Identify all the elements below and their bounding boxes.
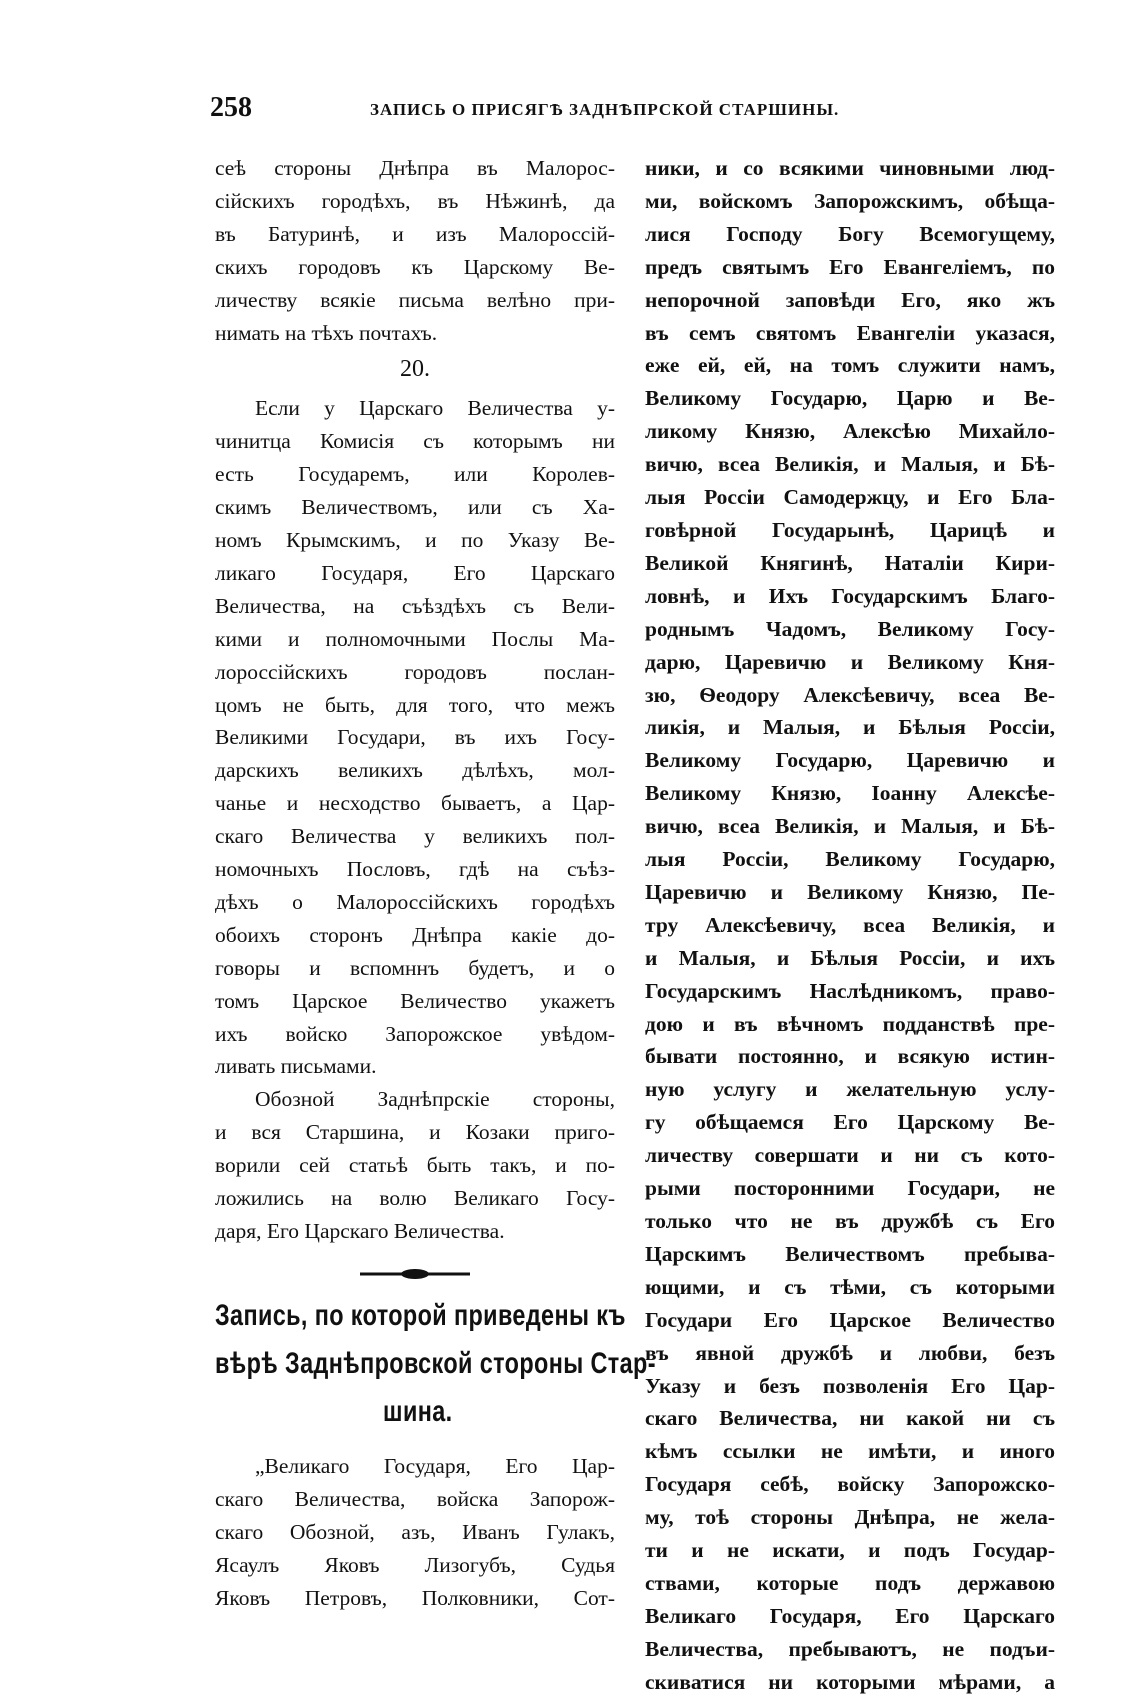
- text-line: есть Государемъ, или Королев-: [215, 462, 615, 487]
- text-line: скаго Обозной, азъ, Иванъ Гулакъ,: [215, 1519, 615, 1544]
- text-line: скиватися ни которыми мѣрами, а: [645, 1669, 1055, 1694]
- text-line: ти и не искати, и подъ Государ-: [645, 1538, 1055, 1563]
- text-line: цомъ не быть, для того, что межъ: [215, 692, 615, 717]
- text-line: личеству всякіе письма велѣно при-: [215, 287, 615, 312]
- paragraph-article-20: [215, 392, 615, 1083]
- section-number: 20.: [400, 356, 430, 383]
- page-number: 258: [210, 92, 252, 123]
- text-line: скихъ городовъ къ Царскому Ве-: [215, 254, 615, 279]
- text-line: роднымъ Чадомъ, Великому Госу-: [645, 616, 1055, 641]
- text-line: ложились на волю Великаго Госу-: [215, 1186, 615, 1211]
- text-line: даря, Его Царскаго Величества.: [215, 1219, 505, 1243]
- text-line: скаго Величества, ни какой ни съ: [645, 1406, 1055, 1431]
- paragraph-oath-start: [215, 1450, 615, 1615]
- text-line: ворили сей статьѣ быть такъ, и по-: [215, 1153, 615, 1178]
- text-line: говѣрной Государынѣ, Царицѣ и: [645, 517, 1055, 542]
- text-line: лороссійскихъ городовъ послан-: [215, 659, 615, 684]
- text-line: тру Алексѣевичу, всеа Великія, и: [645, 912, 1055, 937]
- paragraph-continuation: [215, 152, 615, 349]
- text-line: Величества, пребываютъ, не подъи-: [645, 1636, 1055, 1661]
- text-line: кими и полномочными Послы Ма-: [215, 626, 615, 651]
- text-line: обоихъ сторонъ Днѣпра какіе до-: [215, 922, 615, 947]
- text-line: нимать на тѣхъ почтахъ.: [215, 320, 438, 345]
- text-line: ющими, и съ тѣми, съ которыми: [645, 1274, 1055, 1299]
- text-line: Великой Княгинѣ, Наталіи Кири-: [645, 550, 1055, 575]
- text-line: ликому Князю, Алексѣю Михайло-: [645, 419, 1055, 444]
- text-line: ливать письмами.: [215, 1054, 377, 1079]
- text-line: Государскимъ Наслѣдникомъ, право-: [645, 978, 1055, 1003]
- text-line: ми, войскомъ Запорожскимъ, обѣща-: [645, 188, 1055, 213]
- text-line: Указу и безъ позволенія Его Цар-: [645, 1373, 1055, 1398]
- text-line: сійскихъ городѣхъ, въ Нѣжинѣ, да: [215, 188, 615, 213]
- text-line: ную услугу и желательную услу-: [645, 1077, 1055, 1102]
- text-line: въ Батуринѣ, и изъ Малороссій-: [215, 221, 615, 246]
- text-line: непорочной заповѣди Его, яко жъ: [645, 287, 1055, 312]
- text-line: кѣмъ ссылки не имѣти, и иного: [645, 1439, 1055, 1464]
- text-line: зю, Ѳеодору Алексѣевичу, всеа Ве-: [645, 682, 1055, 707]
- left-column: [215, 152, 656, 1614]
- text-line: Государя себѣ, войску Запорожско-: [645, 1472, 1055, 1497]
- text-line: сеѣ стороны Днѣпра въ Малорос-: [215, 156, 615, 180]
- text-line: ловнѣ, и Ихъ Государскимъ Благо-: [645, 583, 1055, 608]
- text-line: номъ Крымскимъ, и по Указу Ве-: [215, 527, 615, 552]
- text-line: скаго Величества, войска Запорож-: [215, 1486, 615, 1511]
- text-line: личеству совершати и ни съ кото-: [645, 1143, 1055, 1168]
- text-line: и вся Старшина, и Козаки пригo-: [215, 1120, 615, 1145]
- text-line: дѣхъ о Малороссійскихъ городѣхъ: [215, 889, 615, 914]
- text-line: лыя Россіи, Великому Государю,: [645, 847, 1055, 872]
- text-line: дарскихъ великихъ дѣлѣхъ, мол-: [215, 758, 615, 783]
- text-line: дарю, Царевичю и Великому Кня-: [645, 649, 1055, 674]
- ornamental-divider: [215, 1258, 615, 1278]
- text-line: номочныхъ Пословъ, гдѣ на съѣз-: [215, 857, 615, 882]
- text-line: ликаго Государя, Его Царскаго: [215, 560, 615, 585]
- text-line: ствами, которые подъ державою: [645, 1570, 1055, 1595]
- text-line: „Великаго Государя, Его Цар-: [255, 1453, 615, 1478]
- heading-line: вѣрѣ Заднѣпровской стороны Стар-: [215, 1346, 656, 1380]
- text-line: гу обѣщаемся Его Царскому Ве-: [645, 1110, 1055, 1135]
- text-line: чанье и несходство бываетъ, а Цар-: [215, 791, 615, 816]
- text-line: Если у Царскаго Величества у-: [255, 396, 615, 421]
- text-line: Царевичю и Великому Князю, Пе-: [645, 879, 1055, 904]
- text-line: въ явной дружбѣ и любви, безъ: [645, 1340, 1055, 1365]
- text-line: только что не въ дружбѣ съ Его: [645, 1209, 1055, 1233]
- text-line: скимъ Величествомъ, или съ Ха-: [215, 495, 615, 520]
- section-heading: [215, 1292, 656, 1436]
- text-line: Великому Государю, Царю и Ве-: [645, 386, 1055, 411]
- text-line: и Малыя, и Бѣлыя Россіи, и ихъ: [645, 945, 1055, 970]
- text-line: скаго Величества у великихъ пол-: [215, 824, 615, 849]
- text-line: вичю, всеа Великія, и Малыя, и Бѣ-: [645, 814, 1055, 839]
- heading-line: шина.: [383, 1394, 453, 1428]
- text-line: му, тоѣ стороны Днѣпра, не жела-: [645, 1505, 1055, 1530]
- text-line: ликія, и Малыя, и Бѣлыя Россіи,: [645, 715, 1055, 740]
- text-line: дою и въ вѣчномъ подданствѣ пре-: [645, 1011, 1055, 1036]
- text-line: ники, и со всякими чиновными люд-: [645, 156, 1055, 180]
- text-line: Великому Государю, Царевичю и: [645, 748, 1055, 773]
- text-line: Великому Князю, Іоанну Алексѣе-: [645, 781, 1055, 806]
- running-title: ЗАПИСЬ О ПРИСЯГѢ ЗАДНѢПРСКОЙ СТАРШИНЫ.: [370, 100, 840, 119]
- text-line: лися Господу Богу Всемогущему,: [645, 221, 1055, 246]
- paragraph-oath-continuation: [645, 152, 1055, 1699]
- paragraph-resolution: [215, 1083, 615, 1248]
- text-line: ихъ войско Запорожское увѣдом-: [215, 1021, 615, 1046]
- text-line: рыми посторонними Государи, не: [645, 1176, 1055, 1201]
- text-line: еже ей, ей, на томъ служити намъ,: [645, 353, 1055, 378]
- text-line: чинитца Комисія съ которымъ ни: [215, 429, 615, 454]
- text-line: вичю, всеа Великія, и Малыя, и Бѣ-: [645, 452, 1055, 477]
- text-line: Великими Государи, въ ихъ Госу-: [215, 725, 615, 750]
- text-line: Яковъ Петровъ, Полковники, Сот-: [215, 1585, 615, 1610]
- text-line: Обозной Заднѣпрскіе стороны,: [255, 1087, 615, 1112]
- text-line: Великаго Государя, Его Царскаго: [645, 1603, 1055, 1628]
- page-header: [210, 92, 910, 132]
- text-line: Ясаулъ Яковъ Лизогубъ, Судья: [215, 1552, 615, 1577]
- text-line: въ семъ святомъ Евангеліи указася,: [645, 320, 1055, 345]
- heading-line: Запись, по которой приведены къ: [215, 1298, 626, 1332]
- divider-ornament-icon: [360, 1267, 470, 1281]
- text-line: бывати постоянно, и всякую истин-: [645, 1044, 1055, 1069]
- text-line: Величества, на съѣздѣхъ съ Вели-: [215, 593, 615, 618]
- text-line: лыя Россіи Самодержцу, и Его Бла-: [645, 485, 1055, 510]
- text-line: томъ Царское Величество укажетъ: [215, 988, 615, 1013]
- text-line: предъ святымъ Его Евангеліемъ, по: [645, 254, 1055, 279]
- text-line: говоры и вспомннъ будетъ, и о: [215, 955, 615, 980]
- right-column: [645, 152, 1055, 1699]
- text-line: Государи Его Царское Величество: [645, 1307, 1055, 1332]
- text-line: Царскимъ Величествомъ пребыва-: [645, 1241, 1055, 1266]
